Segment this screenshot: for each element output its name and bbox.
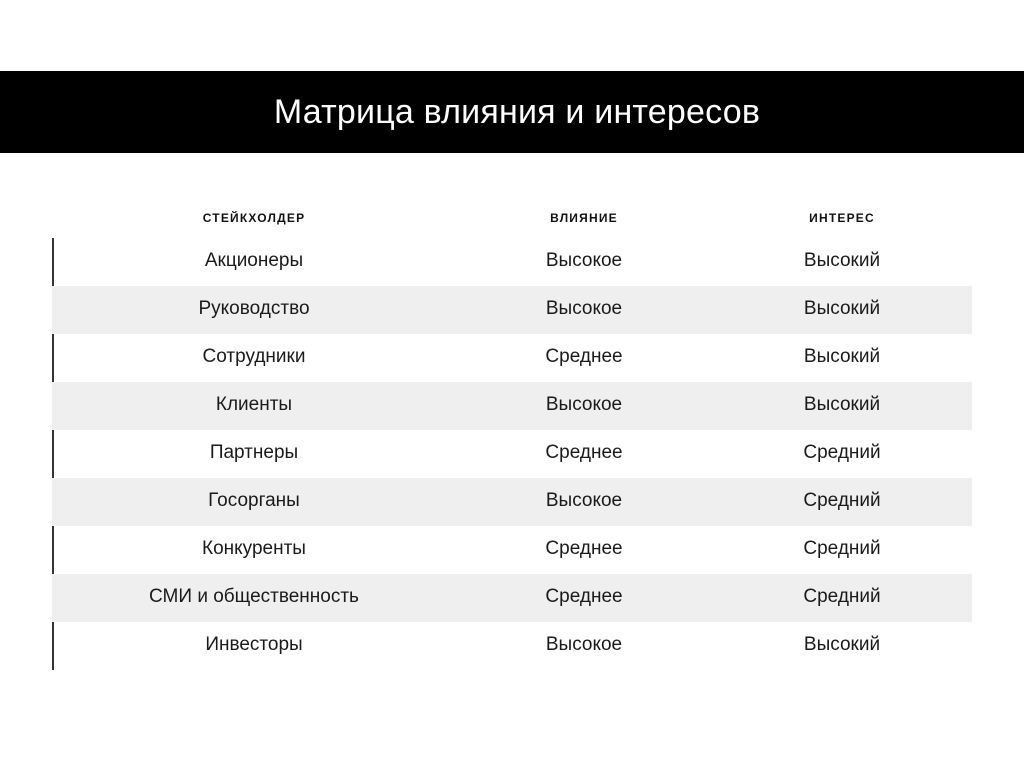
table-row (52, 238, 972, 286)
table-header (52, 198, 972, 238)
stakeholder-cell: СМИ и общественность (149, 586, 359, 607)
influence-cell: Высокое (545, 250, 623, 271)
table-row (52, 526, 972, 574)
influence-cell: Высокое (545, 298, 623, 319)
header-influence: ВЛИЯНИЕ (550, 211, 618, 225)
interest-cell: Средний (803, 490, 881, 511)
stakeholder-cell: Партнеры (209, 442, 299, 463)
interest-cell: Высокий (803, 346, 881, 367)
table-row (52, 478, 972, 526)
stakeholder-cell: Сотрудники (202, 346, 306, 367)
slide-title: Матрица влияния и интересов (273, 93, 761, 131)
interest-cell: Высокий (803, 634, 881, 655)
stakeholder-cell: Акционеры (204, 250, 304, 271)
stakeholder-cell: Госорганы (208, 490, 300, 511)
table-row (52, 334, 972, 382)
influence-cell: Среднее (545, 346, 623, 367)
influence-cell: Высокое (545, 394, 623, 415)
interest-cell: Средний (803, 586, 881, 607)
stakeholder-cell: Руководство (198, 298, 310, 319)
influence-cell: Среднее (545, 538, 623, 559)
table-row (52, 574, 972, 622)
stakeholder-cell: Конкуренты (202, 538, 306, 559)
stakeholder-cell: Клиенты (215, 394, 293, 415)
table-row (52, 430, 972, 478)
influence-cell: Высокое (545, 490, 623, 511)
influence-cell: Среднее (545, 586, 623, 607)
influence-cell: Среднее (545, 442, 623, 463)
title-bar (0, 71, 1024, 153)
interest-cell: Средний (803, 442, 881, 463)
stakeholder-table (52, 198, 972, 670)
table-row (52, 622, 972, 670)
influence-cell: Высокое (545, 634, 623, 655)
interest-cell: Высокий (803, 394, 881, 415)
header-interest: ИНТЕРЕС (809, 211, 875, 225)
header-stakeholder: СТЕЙКХОЛДЕР (202, 211, 306, 225)
table-row (52, 286, 972, 334)
table-row (52, 382, 972, 430)
interest-cell: Средний (803, 538, 881, 559)
stakeholder-cell: Инвесторы (205, 634, 303, 655)
interest-cell: Высокий (803, 298, 881, 319)
interest-cell: Высокий (803, 250, 881, 271)
